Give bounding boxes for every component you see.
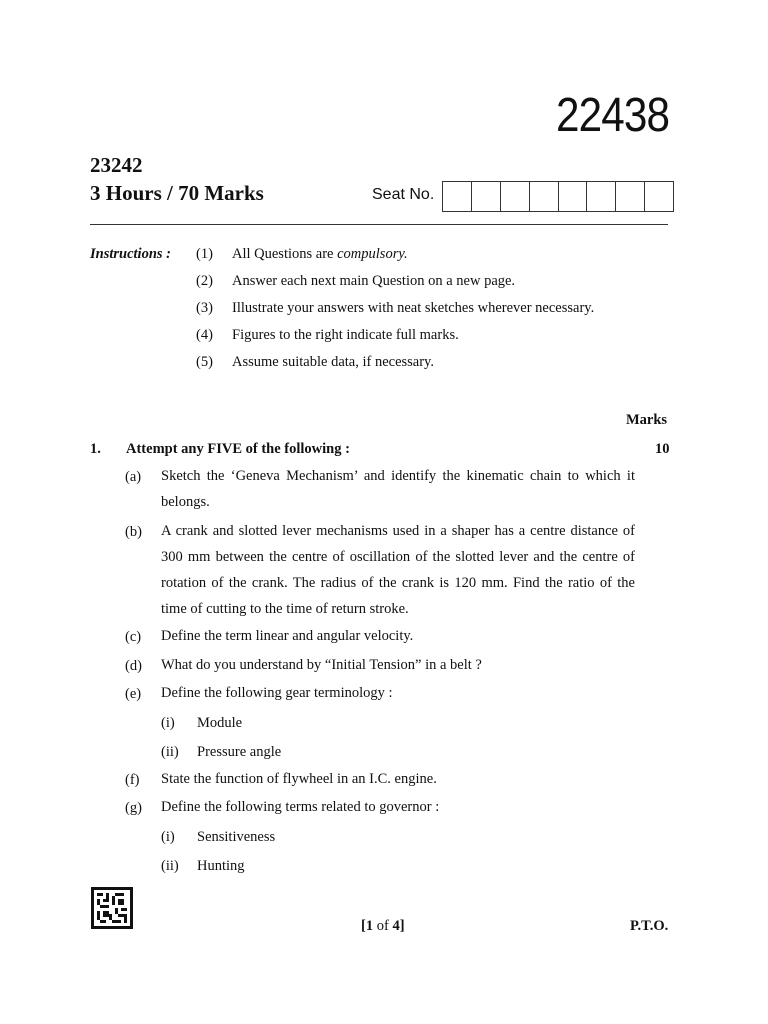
part-text: A crank and slotted lever mechanisms used in a shaper has a centre distance of 300 mm between the centre of oscillation of the slotted lever and the centre of rotation of the crank. The radius of the crank is 120 mm. Find the ratio of the time of cutting to the time of return stroke. <box>161 523 635 617</box>
part-text: Define the term linear and angular velocity. <box>161 628 414 644</box>
part-text: State the function of flywheel in an I.C. engine. <box>161 771 437 787</box>
instructions-label: Instructions : <box>90 246 171 262</box>
instruction-number: (4) <box>196 327 213 343</box>
subpart-label: (i) <box>161 715 175 731</box>
part-label: (a) <box>125 469 142 485</box>
paper-code: 22438 <box>556 89 670 142</box>
question-marks: 10 <box>655 441 670 457</box>
instruction-number: (2) <box>196 273 213 289</box>
instruction-text: Figures to the right indicate full marks. <box>232 327 459 343</box>
instruction-emphasis: compulsory. <box>337 246 408 262</box>
seat-number-box <box>587 182 616 211</box>
subpart-label: (i) <box>161 829 175 845</box>
instruction-text: Answer each next main Question on a new page. <box>232 273 516 289</box>
part-text: Define the following terms related to governor : <box>161 799 440 815</box>
subpart-text: Module <box>197 715 243 731</box>
seat-number-box <box>472 182 501 211</box>
seat-number-box <box>616 182 645 211</box>
part-label: (g) <box>125 800 142 816</box>
page-bracket: ] <box>399 918 405 934</box>
subpart-text: Pressure angle <box>197 744 282 760</box>
please-turn-over: P.T.O. <box>630 918 669 934</box>
page-current: 1 <box>365 918 374 934</box>
seat-number-box <box>530 182 559 211</box>
subpart-text: Sensitiveness <box>197 829 276 845</box>
seat-number-box <box>645 182 673 211</box>
qr-code-icon <box>91 887 133 929</box>
question-number: 1. <box>90 441 101 457</box>
subpart-label: (ii) <box>161 744 179 760</box>
part-label: (b) <box>125 524 142 540</box>
page-indicator <box>361 918 405 935</box>
part-label: (d) <box>125 658 142 674</box>
instruction-number: (1) <box>196 246 213 262</box>
seat-number-label: Seat No. <box>372 186 435 203</box>
seat-number-boxes <box>442 181 674 212</box>
duration-marks: 3 Hours / 70 Marks <box>90 181 264 205</box>
page-total: 4 <box>392 918 400 934</box>
part-text: Define the following gear terminology : <box>161 685 393 701</box>
page-bracket: [ <box>361 918 366 934</box>
header-divider <box>90 224 668 225</box>
instruction-text: Illustrate your answers with neat sketches wherever necessary. <box>232 300 595 316</box>
instruction-text: Assume suitable data, if necessary. <box>232 354 434 370</box>
instruction-number: (5) <box>196 354 213 370</box>
instruction-number: (3) <box>196 300 213 316</box>
page-of: of <box>373 918 393 934</box>
seat-number-box <box>559 182 588 211</box>
subpart-text: Hunting <box>197 858 245 874</box>
part-text: Sketch the ‘Geneva Mechanism’ and identify the kinematic chain to which it belongs. <box>161 468 635 510</box>
part-text: What do you understand by “Initial Tension” in a belt ? <box>161 657 482 673</box>
instruction-text-part: All Questions are <box>232 246 338 262</box>
question-text: Attempt any FIVE of the following : <box>126 441 350 457</box>
marks-column-header: Marks <box>626 412 668 428</box>
instruction-text <box>232 246 408 263</box>
part-label: (e) <box>125 686 142 702</box>
seat-number-box <box>501 182 530 211</box>
subpart-label: (ii) <box>161 858 179 874</box>
part-label: (c) <box>125 629 142 645</box>
seat-number-box <box>443 182 472 211</box>
subject-code: 23242 <box>90 153 143 177</box>
part-label: (f) <box>125 772 140 788</box>
